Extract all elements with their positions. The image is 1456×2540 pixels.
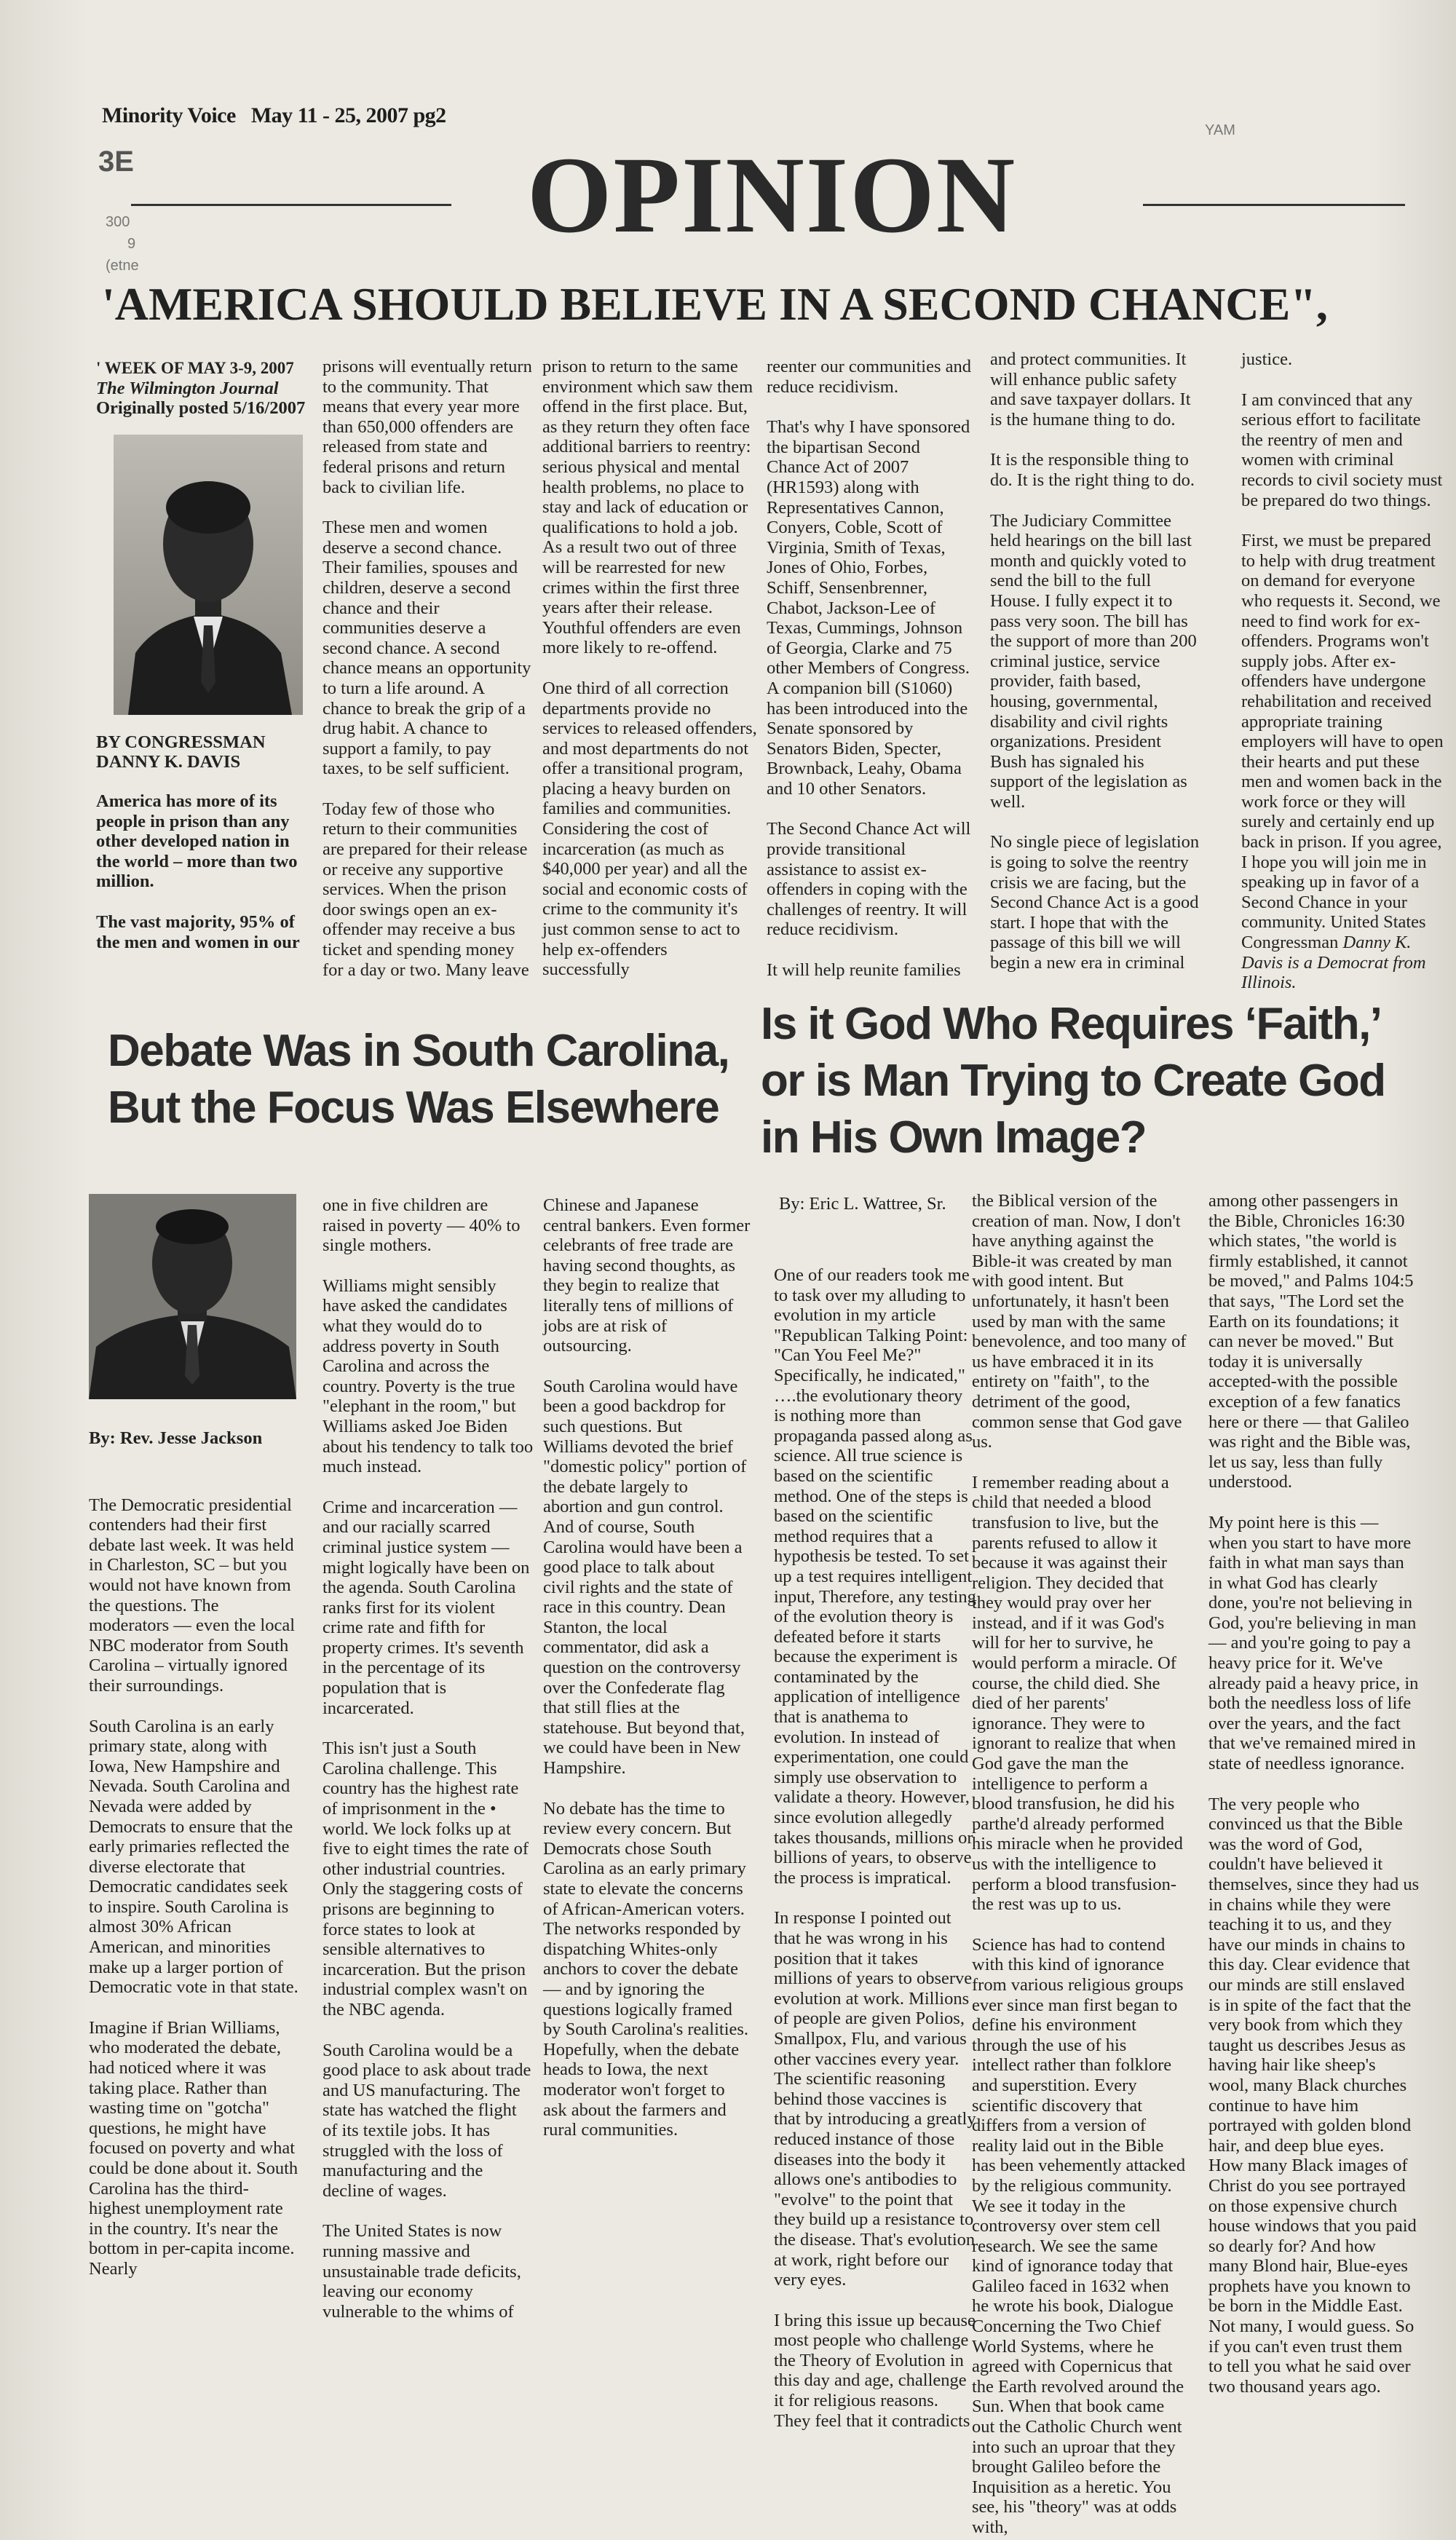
paragraph: South Carolina would have been a good backdrop for such questions. But Williams devoted the brief "domestic policy" portion of the debate largely to abortion and gun control. And of course, South Carolina would have been a good place to talk about civil rights and the state of race in this country. Dean Stanton, the local commentator, did ask a question on the controversy over the Confederate flag that still flies at the statehouse. But beyond that, we could have been in New Hampshire. (543, 1376, 747, 1779)
paragraph: These men and women deserve a second chance. Their families, spouses and children, deserve a second chance and their communities deserve a second chance. A second chance means an opportunity to turn a life around. A chance to break the grip of a drug habit. A chance to support a family, to pay taxes, to be self sufficient. (323, 518, 531, 779)
masthead (102, 103, 446, 128)
portrait-image (114, 435, 303, 715)
paragraph: I remember reading about a child that needed a blood transfusion to live, but the parents refused to allow it because it was against their religion. They decided that they would pray over her instead, and if it was God's will for her to survive, he would perform a miracle. Of course, the child died. She died of her parents' ignorance. They were to ignorant to realize that when God gave the man the intelligence to perform a blood transfusion, he did his parthe'd already performed his miracle when he provided us with the intelligence to perform a blood transfusion- the rest was up to us. (972, 1472, 1183, 1915)
paragraph: It is the responsible thing to do. It is the right thing to do. (990, 450, 1195, 490)
paragraph: South Carolina would be a good place to ask about trade and US manufacturing. The state has watched the flight of its textile jobs. It has struggled with the loss of manufacturing and the decline of wages. (323, 2040, 531, 2201)
source-line: Originally posted 5/16/2007 (96, 398, 306, 419)
paragraph: The Second Chance Act will provide transitional assistance to assist ex-offenders in coping with the challenges of reentry. It will reduce recidivism. (767, 819, 971, 940)
paragraph: justice. (1241, 349, 1293, 369)
paragraph: prison to return to the same environment which saw them offend in the first place. But, as they return they often face additional barriers to reentry: serious physical and mental health problems, no place to stay and lack of education or qualifications to hold a job. As a result two out of three will be rearrested for new crimes within the first three years after their release. Youthful offenders are even more likely to re-offend. (542, 357, 753, 658)
article3-byline: By: Eric L. Wattree, Sr. (779, 1194, 946, 1214)
paragraph: the Biblical version of the creation of man. Now, I don't have anything against the Bible-it was created by man with good intent. But unfortunately, it hasn't been used by man with the same benevolence, and too many of us have embraced it in its entirety on "faith", to the detriment of the good, common sense that God gave us. (972, 1191, 1187, 1452)
article2-col1 (89, 1194, 300, 2279)
margin-line: 9 (127, 236, 136, 252)
paragraph: That's why I have sponsored the bipartisan Second Chance Act of 2007 (HR1593) along with Representatives Cannon, Conyers, Coble, Scott of Virginia, Smith of Texas, Jones of Ohio, Forbes, Schiff, Sensenbrenner, Chabot, Jackson-Lee of Texas, Cummings, Johnson of Georgia, Clarke and 75 other Members of Congress. A companion bill (S1060) has been introduced into the Senate sponsored by Senators Biden, Specter, Brownback, Leahy, Obama and 10 other Senators. (767, 417, 970, 799)
paragraph: I am convinced that any serious effort to facilitate the reentry of men and women with criminal records to civil society must be prepared do two things. (1241, 389, 1443, 510)
article2-col2 (323, 1195, 534, 2322)
paragraph: among other passengers in the Bible, Chronicles 16:30 which states, "the world is firmly established, it cannot be moved," and Palms 104:5 that says, "The Lord set the Earth on its foundations; it can never be moved." But today it is universally accepted-with the possible exception of a few fanatics here or there — that Galileo was right and the Bible was, let us say, less than fully understood. (1208, 1191, 1414, 1492)
paragraph: reenter our communities and reduce recidivism. (767, 357, 971, 397)
paragraph: Today few of those who return to their communities are prepared for their release or receive any supportive services. When the prison door swings open an ex-offender may receive a bus ticket and spending money for a day or two. Many leave (323, 799, 529, 980)
article1-col4 (767, 357, 978, 981)
paragraph: and protect communities. It will enhance public safety and save taxpayer dollars. It is the humane thing to do. (990, 349, 1191, 430)
headline-line: But the Focus Was Elsewhere (108, 1083, 719, 1133)
opinion-rule-right (1143, 204, 1405, 206)
opinion-rule-left (131, 204, 451, 206)
margin-mark-right: YAM (1205, 122, 1235, 138)
author-signoff: Danny K. Davis is a Democrat from Illinois. (1241, 933, 1426, 993)
headline-line: in His Own Image? (761, 1112, 1147, 1163)
article2-headline (108, 1023, 748, 1136)
paragraph: The Democratic presidential contenders had their first debate last week. It was held in Charleston, SC – but you would not have known from the questions. The moderators — even the local NBC moderator from South Carolina – virtually ignored their surroundings. (89, 1495, 296, 1696)
paragraph: The Judiciary Committee held hearings on the bill last month and quickly voted to send the bill to the full House. I fully expect it to pass very soon. The bill has the support of more than 200 criminal justice, service provider, faith based, housing, governmental, disability and civil rights organizations. President Bush has signaled his support of the legislation as well. (990, 510, 1197, 812)
paragraph (1241, 531, 1445, 993)
paragraph: South Carolina is an early primary state, along with Iowa, New Hampshire and Nevada. South Carolina and Nevada were added by Democrats to ensure that the early primaries reflected the diverse electorate that Democratic candidates seek to inspire. South Carolina is almost 30% African American, and minorities make up a larger portion of Democratic vote in that state. (89, 1716, 298, 1998)
paragraph: I bring this issue up because most people who challenge the Theory of Evolution in this day and age, challenge it for religious reasons. They feel that it contradicts (774, 2310, 976, 2431)
paragraph: Crime and incarceration — and our racially scarred criminal justice system — might logically have been on the agenda. South Carolina ranks first for its violent crime rate and fifth for property crimes. It's seventh in the percentage of its population that is incarcerated. (323, 1497, 530, 1718)
paragraph: Imagine if Brian Williams, who moderated the debate, had noticed where it was taking place. Rather than wasting time on "gotcha" questions, he might have focused on poverty and what could be done about it. South Carolina has the third-highest unemployment rate in the country. It's near the bottom in per-capita income. Nearly (89, 2017, 298, 2279)
paragraph: One of our readers took me to task over my alluding to evolution in my article "Republican Talking Point: "Can You Feel Me?" Specifically, he indicated," ….the evolutionary theory is nothing more than propaganda passed along as science. All true science is based on the scientific method. One of the steps is based on the scientific method requires that a hypothesis be tested. To set up a test requires intelligent input, Therefore, any testing of the evolution theory is defeated before it starts because the experiment is contaminated by the application of intelligence that is anathema to evolution. In instead of experimentation, one could simply use observation to validate a theory. However, since evolution allegedly takes thousands, millions or billions of years, to observe the process is impratical. (774, 1265, 976, 1888)
author-photo (114, 435, 303, 715)
issue-date: May 11 - 25, 2007 pg2 (250, 103, 446, 127)
article1-col1 (96, 358, 314, 952)
paragraph: Science has had to contend with this kind of ignorance from various religious groups ever since man first began to define his environment through the use of his intellect rather than folklore and superstition. Every scientific discovery that differs from a version of reality laid out in the Bible has been vehemently attacked by the religious community. We see it today in the controversy over stem cell research. We see the same kind of ignorance today that Galileo faced in 1632 when he wrote his book, Dialogue Concerning the Two Chief World Systems, where he agreed with Copernicus that the Earth revolved around the Sun. When that book came out the Catholic Church went into such an uproar that they brought Galileo before the Inquisition as a heretic. You see, his "theory" was at odds with, (972, 1934, 1186, 2537)
paragraph: The United States is now running massive and unsustainable trade deficits, leaving our economy vulnerable to the whims of (323, 2221, 521, 2322)
paragraph: The vast majority, 95% of the men and women in our (96, 911, 300, 952)
headline-line: or is Man Trying to Create God (761, 1056, 1385, 1106)
paragraph: one in five children are raised in poverty — 40% to single mothers. (323, 1195, 521, 1256)
source-line: The Wilmington Journal (96, 378, 279, 398)
paragraph: In response I pointed out that he was wrong in his position that it takes millions of years to observe evolution at work. Millions of people are given Polios, Smallpox, Flu, and various other vaccines every year. The scientific reasoning behind those vaccines is that by introducing a greatly reduced instance of those diseases into the body it allows one's antibodies to "evolve" to the point that they build up a resistance to the disease. That's evolution at work, right before our very eyes. (774, 1908, 976, 2290)
section-title: OPINION (526, 135, 1017, 256)
margin-line: 300 (106, 214, 130, 230)
article1-col3 (542, 357, 757, 980)
article3-col2 (972, 1191, 1187, 2538)
article1-headline: 'AMERICA SHOULD BELIEVE IN A SECOND CHANCE", (102, 278, 1328, 330)
article1-col2 (323, 357, 534, 980)
margin-mark-left-lines (106, 211, 139, 277)
portrait-image (89, 1194, 296, 1399)
article1-col6 (1241, 349, 1445, 993)
headline-line: Debate Was in South Carolina, (108, 1026, 729, 1076)
margin-line: (etne (106, 258, 139, 274)
headline-line: Is it God Who Requires ‘Faith,’ (761, 999, 1382, 1049)
author-photo (89, 1194, 296, 1399)
article3-col3 (1208, 1191, 1420, 2397)
paragraph: Chinese and Japanese central bankers. Even former celebrants of free trade are having second thoughts, as they begin to realize that literally tens of millions of jobs are at risk of outsourcing. (543, 1195, 751, 1356)
paragraph: Williams might sensibly have asked the candidates what they would do to address poverty in South Carolina and across the country. Poverty is the true "elephant in the room," but Williams asked Joe Biden about his tendency to talk too much instead. (323, 1275, 534, 1477)
paragraph: prisons will eventually return to the community. That means that every year more than 650,000 offenders are released from state and federal prisons and return back to civilian life. (323, 357, 532, 497)
article1-byline (96, 732, 314, 772)
article1-source (96, 358, 314, 419)
paragraph: No debate has the time to review every concern. But Democrats chose South Carolina as an early primary state to elevate the concerns of African-American voters. The networks responded by dispatching Whites-only anchors to cover the debate — and by ignoring the questions logically framed by South Carolina's realities. Hopefully, when the debate heads to Iowa, the next moderator won't forget to ask about the farmers and rural communities. (543, 1798, 749, 2140)
paragraph: It will help reunite families (767, 960, 961, 981)
paper-name: Minority Voice (102, 103, 236, 127)
paragraph: My point here is this — when you start to have more faith in what man says than in what God has clearly done, you're not believing in God, you're believing in man — and you're going to pay a heavy price for it. We've already paid a heavy price, in both the needless loss of life over the years, and the fact that we've remained mired in state of needless ignorance. (1208, 1512, 1419, 1774)
article3-col1 (774, 1265, 978, 2431)
margin-mark-left: 3E (98, 146, 134, 178)
article2-col3 (543, 1195, 751, 2140)
article3-headline (761, 996, 1445, 1166)
paragraph: The very people who convinced us that the Bible was the word of God, couldn't have believed it themselves, since they had us in chains while they were teaching it to us, and they have our minds in chains to this day. Clear evidence that our minds are still enslaved is in spite of the fact that the very book from which they taught us describes Jesus as having hair like sheep's wool, many Black churches continue to have him portrayed with golden blond hair, and deep blue eyes. How many Black images of Christ do you see portrayed on those expensive church house windows that you paid so dearly for? And how many Blond hair, Blue-eyes prophets have you known to be born in the Middle East. Not many, I would guess. So if you can't even trust them to tell you what he said over two thousand years ago. (1208, 1794, 1420, 2397)
paragraph: This isn't just a South Carolina challenge. This country has the highest rate of imprisonment in the • world. We lock folks up at five to eight times the rate of other industrial countries. Only the staggering costs of prisons are beginning to force states to look at sensible alternatives to incarceration. But the prison industrial complex wasn't on the NBC agenda. (323, 1738, 529, 2019)
paragraph: No single piece of legislation is going to solve the reentry crisis we are facing, but the Second Chance Act is a good start. I hope that with the passage of this bill we will begin a new era in criminal (990, 832, 1200, 973)
paragraph: America has more of its people in prison than any other developed nation in the world – more than two million. (96, 791, 298, 892)
paragraph: One third of all correction departments provide no services to released offenders, and most departments do not offer a transitional program, placing a heavy burden on families and communities. Considering the cost of incarceration (as much as $40,000 per year) and all the social and economic costs of crime to the community it's just common sense to act to help ex-offenders successfully (542, 678, 757, 980)
byline-line: BY CONGRESSMAN (96, 732, 266, 752)
source-line: ' WEEK OF MAY 3-9, 2007 (96, 359, 294, 377)
paragraph-text: First, we must be prepared to help with drug treatment on demand for everyone who requests it. Second, we need to find work for ex-offenders. Programs won't supply jobs. After ex-offenders have undergone rehabilitation and received appropriate training employers will have to open their hearts and put these men and women back in the work force or they will surely and certainly end up back in prison. If you agree, I hope you will join me in speaking up in favor of a Second Chance in your community. United States Congressman (1241, 531, 1444, 953)
article2-byline: By: Rev. Jesse Jackson (89, 1428, 263, 1448)
article1-col5 (990, 349, 1201, 973)
byline-line: DANNY K. DAVIS (96, 752, 241, 772)
